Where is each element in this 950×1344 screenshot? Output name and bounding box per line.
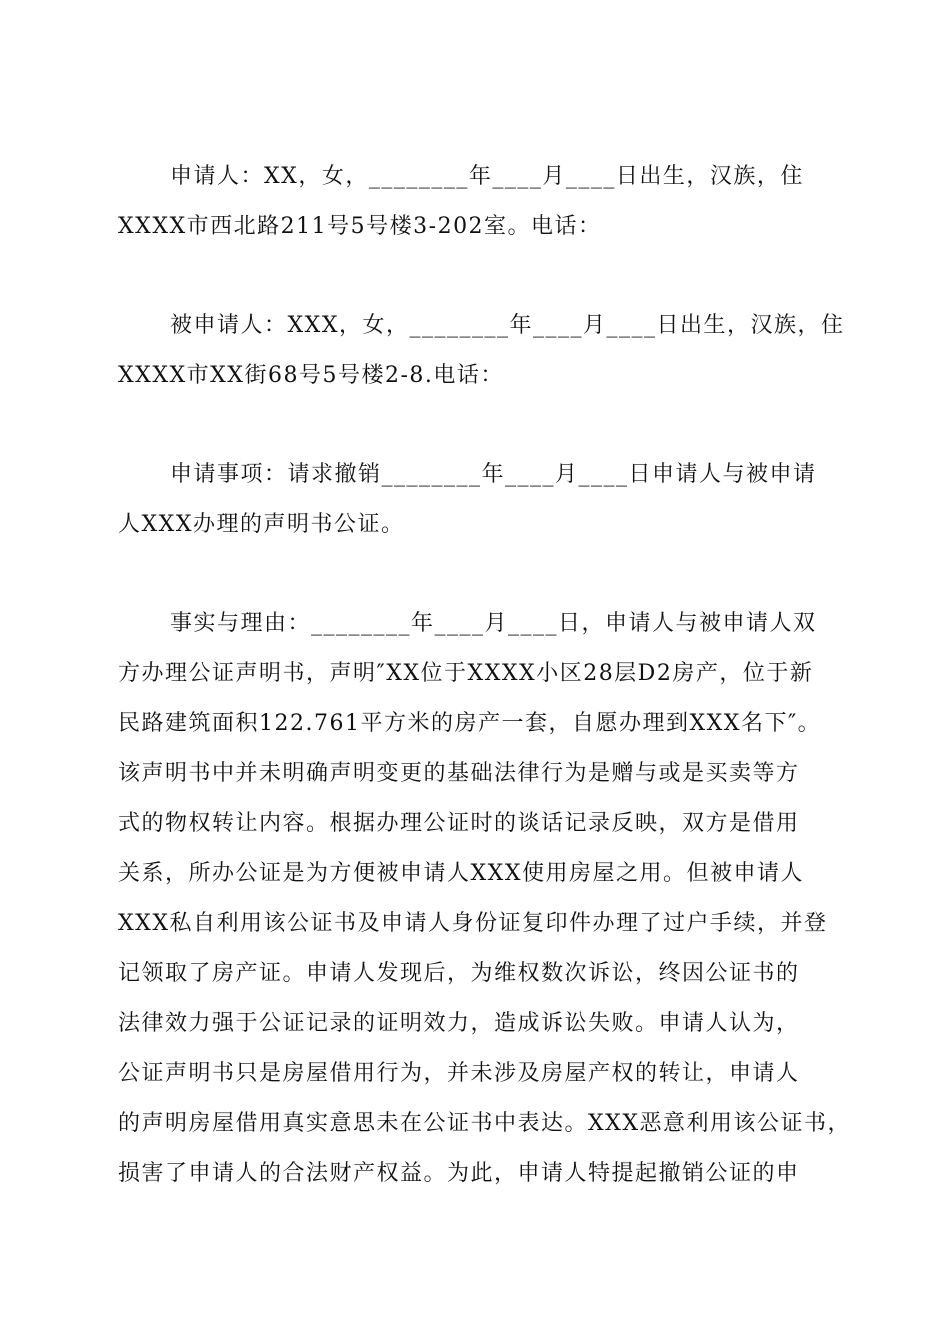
facts-line-2: 方办理公证声明书，声明″XX位于XXXX小区28层D2房产，位于新 (118, 661, 814, 686)
facts-line-1: 事实与理由：________年____月____日，申请人与被申请人双 (170, 611, 817, 636)
facts-line-9: 法律效力强于公证记录的证明效力，造成诉讼失败。申请人认为， (118, 1011, 800, 1036)
facts-line-4: 该声明书中并未明确声明变更的基础法律行为是赠与或是买卖等方 (118, 761, 800, 786)
facts-line-11: 的声明房屋借用真实意思未在公证书中表达。XXX恶意利用该公证书， (118, 1111, 851, 1136)
facts-line-10: 公证声明书只是房屋借用行为，并未涉及房屋产权的转让，申请人 (118, 1061, 800, 1086)
facts-line-6: 关系，所办公证是为方便被申请人XXX使用房屋之用。但被申请人 (118, 861, 804, 886)
request-line-1: 申请事项：请求撤销________年____月____日申请人与被申请 (170, 462, 817, 487)
applicant-line-1: 申请人：XX，女，________年____月____日出生，汉族，住 (170, 164, 804, 189)
applicant-line-2: XXXX市西北路211号5号楼3-202室。电话： (118, 214, 602, 239)
respondent-line-2: XXXX市XX街68号5号楼2-8.电话： (118, 363, 504, 388)
facts-line-12: 损害了申请人的合法财产权益。为此，申请人特提起撤销公证的申 (118, 1161, 800, 1186)
request-line-2: 人XXX办理的声明书公证。 (118, 512, 405, 537)
respondent-line-1: 被申请人：XXX，女，________年____月____日出生，汉族，住 (170, 313, 845, 338)
facts-line-7: XXX私自利用该公证书及申请人身份证复印件办理了过户手续，并登 (118, 911, 828, 936)
facts-line-5: 式的物权转让内容。根据办理公证时的谈话记录反映，双方是借用 (118, 811, 800, 836)
facts-line-8: 记领取了房产证。申请人发现后，为维权数次诉讼，终因公证书的 (118, 961, 800, 986)
facts-line-3: 民路建筑面积122.761平方米的房产一套，自愿办理到XXX名下″。 (118, 711, 822, 736)
